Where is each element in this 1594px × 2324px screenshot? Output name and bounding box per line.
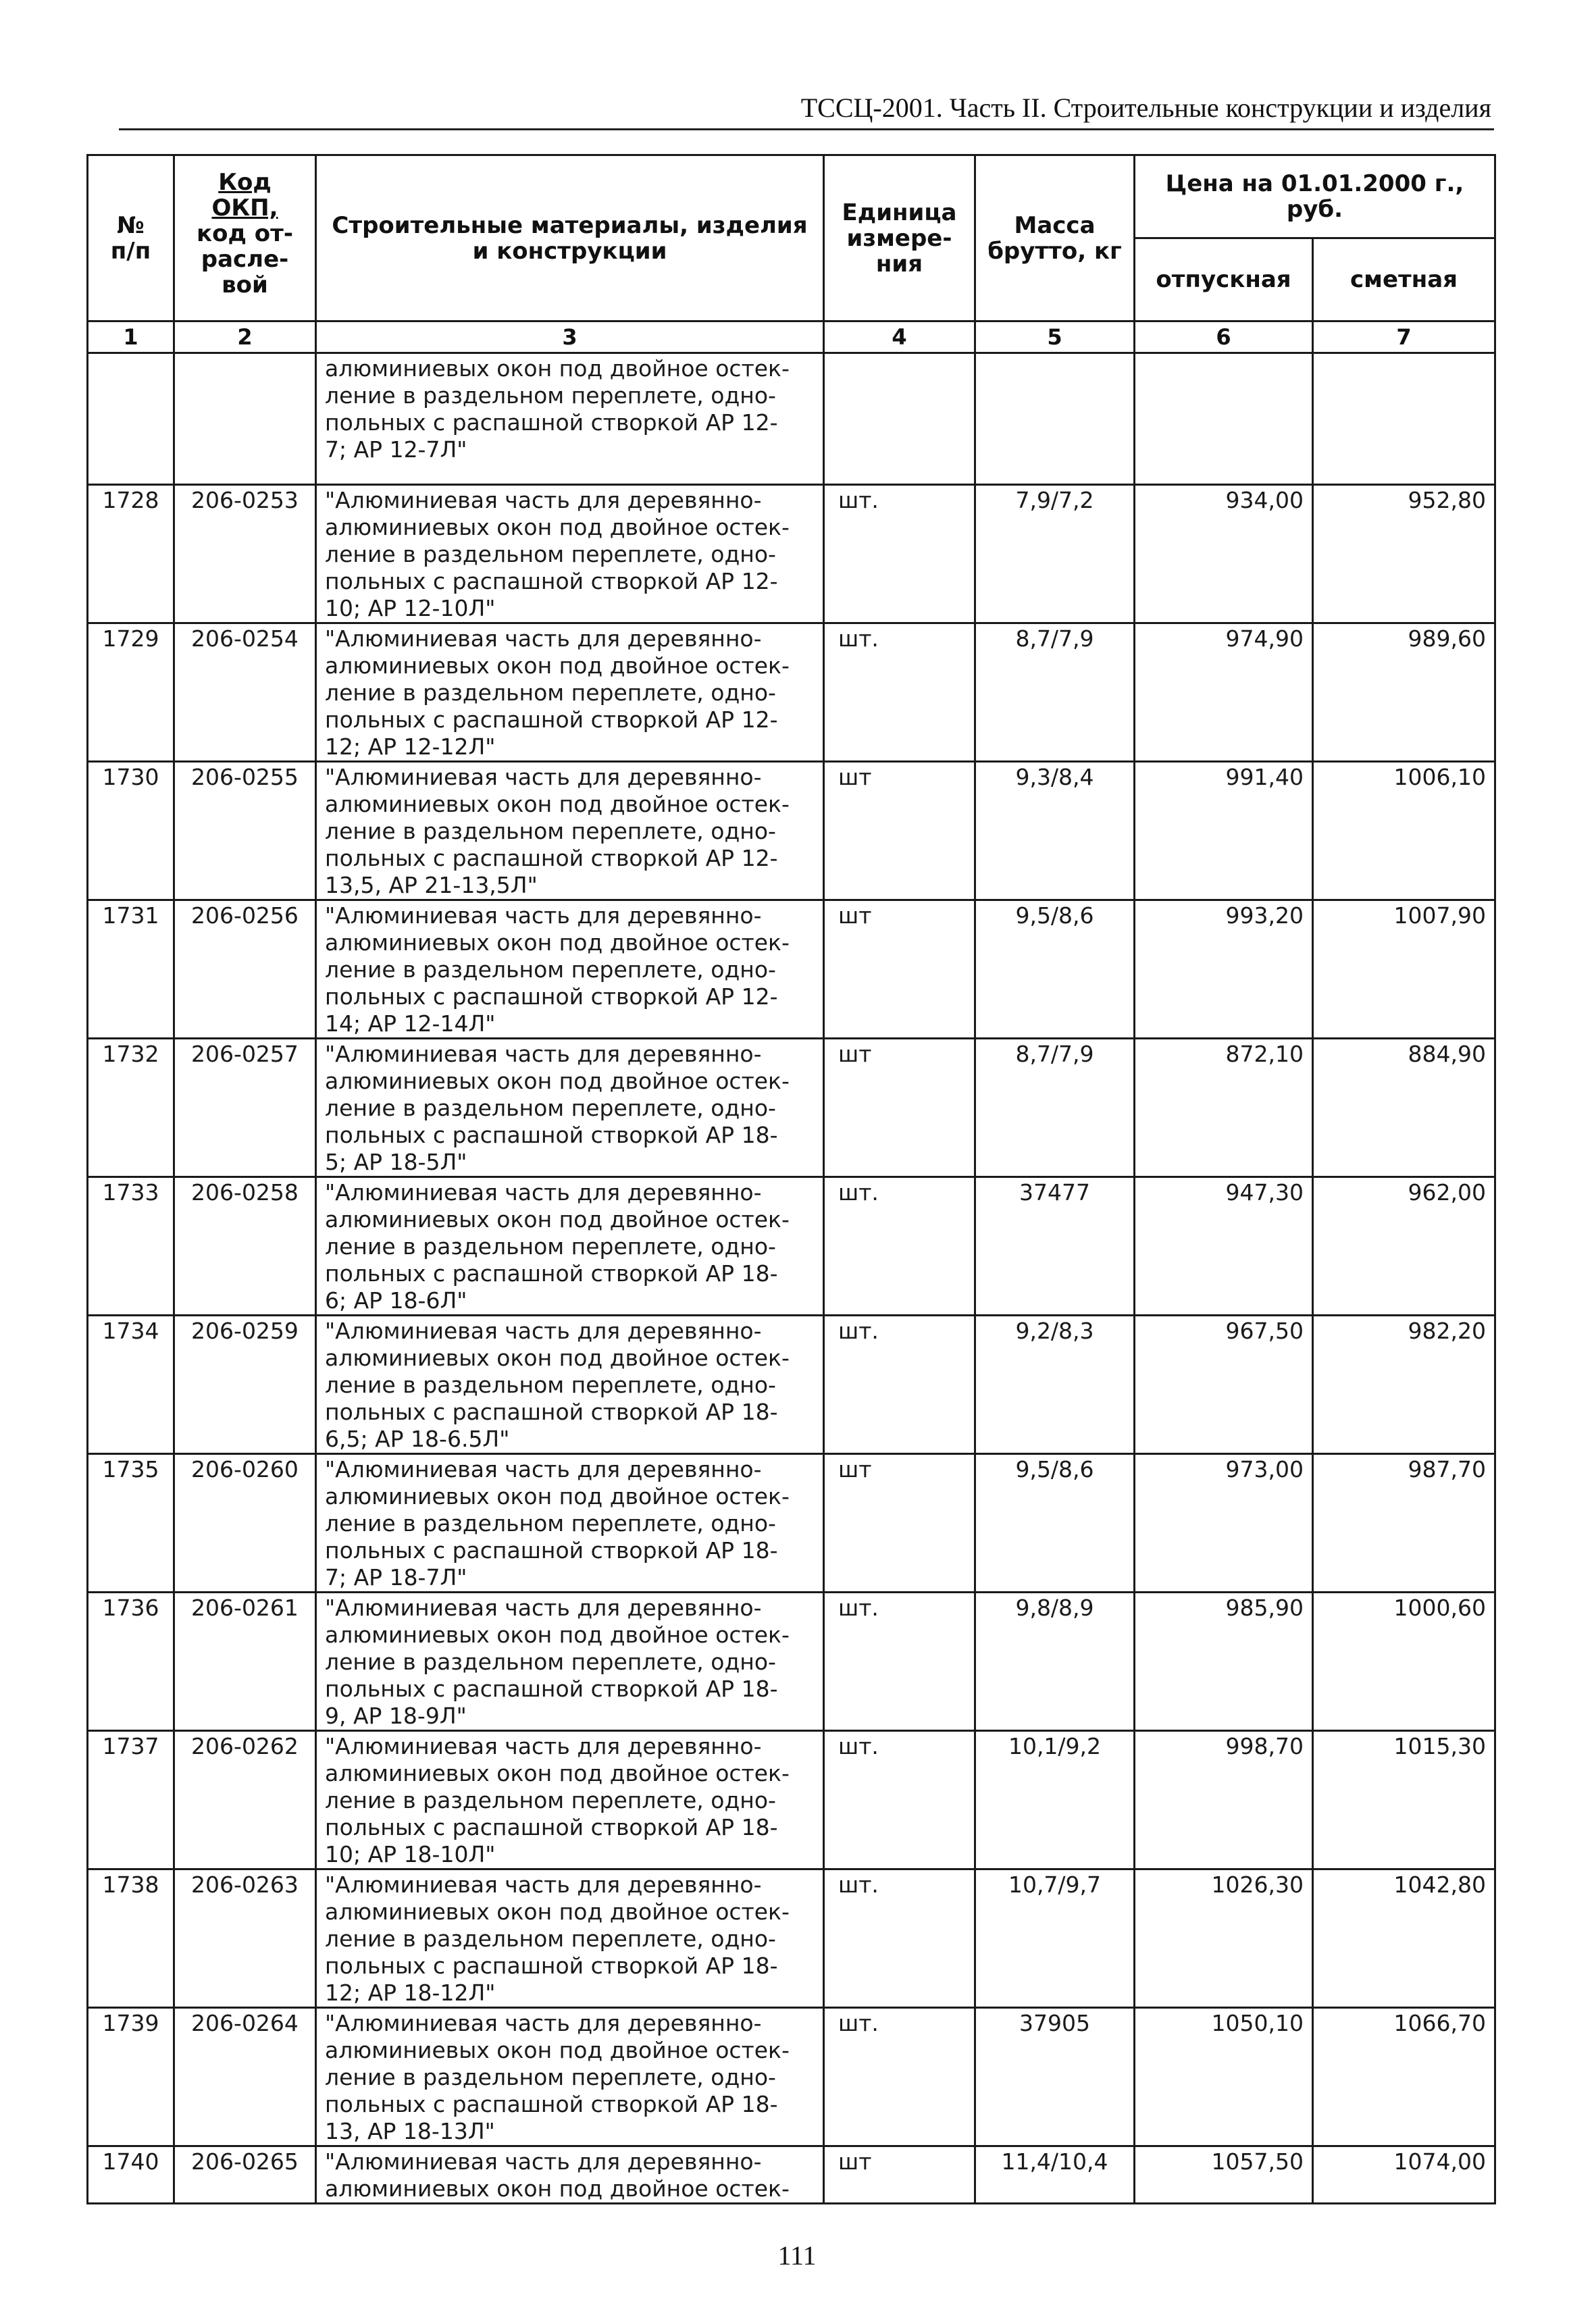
header-okp-code-label: Код ОКП,	[211, 169, 278, 222]
cell-description: алюминиевых окон под двойное остек- ление в раздельном переплете, одно- польных с распашной створкой АР 12- 7; АР 12-7Л"	[316, 353, 824, 485]
cell-code: 206-0258	[174, 1177, 316, 1316]
continuation-row	[88, 353, 1495, 485]
cell-code: 206-0257	[174, 1039, 316, 1177]
column-number: 2	[174, 321, 316, 353]
header-num: № п/п	[88, 155, 174, 321]
cell-unit: шт.	[824, 1177, 975, 1316]
cell-mass: 9,5/8,6	[975, 1454, 1135, 1593]
table-row	[88, 900, 1495, 1039]
cell-description: "Алюминиевая часть для деревянно- алюминиевых окон под двойное остек- ление в раздельном переплете, одно- польных с распашной створкой АР 18- 6,5; АР 18-6.5Л"	[316, 1316, 824, 1454]
cell-price-release: 998,70	[1135, 1731, 1313, 1869]
column-number: 6	[1135, 321, 1313, 353]
cell-mass: 7,9/7,2	[975, 485, 1135, 623]
cell-num: 1735	[88, 1454, 174, 1593]
header-price-estimate: сметная	[1313, 238, 1495, 321]
table-row	[88, 1039, 1495, 1177]
cell-num: 1732	[88, 1039, 174, 1177]
cell-mass: 9,5/8,6	[975, 900, 1135, 1039]
header-price-group: Цена на 01.01.2000 г., руб.	[1135, 155, 1495, 238]
table-row	[88, 2008, 1495, 2146]
cell-price-estimate: 1006,10	[1313, 762, 1495, 900]
cell-code: 206-0261	[174, 1593, 316, 1731]
cell-code: 206-0262	[174, 1731, 316, 1869]
cell-description: "Алюминиевая часть для деревянно- алюминиевых окон под двойное остек- ление в раздельном переплете, одно- польных с распашной створкой АР 12- 14; АР 12-14Л"	[316, 900, 824, 1039]
cell-num	[88, 353, 174, 485]
column-number-row	[88, 321, 1495, 353]
cell-price-estimate	[1313, 353, 1495, 485]
cell-mass: 37477	[975, 1177, 1135, 1316]
cell-mass: 10,1/9,2	[975, 1731, 1135, 1869]
cell-description: "Алюминиевая часть для деревянно- алюминиевых окон под двойное остек- ление в раздельном переплете, одно- польных с распашной створкой АР 18- 6; АР 18-6Л"	[316, 1177, 824, 1316]
cell-num: 1730	[88, 762, 174, 900]
cell-code: 206-0253	[174, 485, 316, 623]
table-row	[88, 1316, 1495, 1454]
cell-price-estimate: 1007,90	[1313, 900, 1495, 1039]
cell-description: "Алюминиевая часть для деревянно- алюминиевых окон под двойное остек- ление в раздельном переплете, одно- польных с распашной створкой АР 18- 5; АР 18-5Л"	[316, 1039, 824, 1177]
cell-unit: шт	[824, 1039, 975, 1177]
table-row	[88, 485, 1495, 623]
cell-description: "Алюминиевая часть для деревянно- алюминиевых окон под двойное остек- ление в раздельном переплете, одно- польных с распашной створкой АР 18- 13, АР 18-13Л"	[316, 2008, 824, 2146]
cell-price-release: 872,10	[1135, 1039, 1313, 1177]
cell-description: "Алюминиевая часть для деревянно- алюминиевых окон под двойное остек- ление в раздельном переплете, одно- польных с распашной створкой АР 18- 10; АР 18-10Л"	[316, 1731, 824, 1869]
cell-unit	[824, 353, 975, 485]
cell-num: 1736	[88, 1593, 174, 1731]
cell-description: "Алюминиевая часть для деревянно- алюминиевых окон под двойное остек- ление в раздельном переплете, одно- польных с распашной створкой АР 12- 13,5, АР 21-13,5Л"	[316, 762, 824, 900]
cell-num: 1738	[88, 1869, 174, 2008]
cell-price-release: 934,00	[1135, 485, 1313, 623]
cell-unit: шт	[824, 1454, 975, 1593]
cell-unit: шт.	[824, 1593, 975, 1731]
cell-mass: 9,8/8,9	[975, 1593, 1135, 1731]
cell-num: 1729	[88, 623, 174, 762]
cell-price-estimate: 982,20	[1313, 1316, 1495, 1454]
cell-unit: шт	[824, 762, 975, 900]
column-number: 1	[88, 321, 174, 353]
price-table	[86, 154, 1496, 2204]
column-number: 3	[316, 321, 824, 353]
cell-price-estimate: 1066,70	[1313, 2008, 1495, 2146]
cell-unit: шт.	[824, 2008, 975, 2146]
cell-unit: шт.	[824, 1316, 975, 1454]
cell-price-release: 991,40	[1135, 762, 1313, 900]
table-row	[88, 1869, 1495, 2008]
table-row	[88, 623, 1495, 762]
page-number: 111	[777, 2240, 817, 2271]
cell-code: 206-0256	[174, 900, 316, 1039]
header-unit: Единица измере- ния	[824, 155, 975, 321]
cell-mass: 9,2/8,3	[975, 1316, 1135, 1454]
cell-code: 206-0263	[174, 1869, 316, 2008]
cell-num: 1739	[88, 2008, 174, 2146]
cell-unit: шт.	[824, 623, 975, 762]
cell-price-release: 974,90	[1135, 623, 1313, 762]
table-row	[88, 1177, 1495, 1316]
table-row	[88, 1593, 1495, 1731]
cell-mass	[975, 353, 1135, 485]
cell-price-release	[1135, 353, 1313, 485]
table-header	[88, 155, 1495, 353]
cell-code: 206-0254	[174, 623, 316, 762]
header-okp-code	[174, 155, 316, 321]
cell-code: 206-0265	[174, 2146, 316, 2204]
cell-description: "Алюминиевая часть для деревянно- алюминиевых окон под двойное остек- ление в раздельном переплете, одно- польных с распашной створкой АР 12- 12; АР 12-12Л"	[316, 623, 824, 762]
cell-unit: шт.	[824, 1869, 975, 2008]
running-header: ТССЦ-2001. Часть II. Строительные конструкции и изделия	[800, 93, 1491, 123]
cell-unit: шт	[824, 2146, 975, 2204]
cell-price-estimate: 989,60	[1313, 623, 1495, 762]
cell-num: 1740	[88, 2146, 174, 2204]
table-row	[88, 1731, 1495, 1869]
cell-code: 206-0255	[174, 762, 316, 900]
header-materials: Строительные материалы, изделия и конструкции	[316, 155, 824, 321]
cell-price-release: 1050,10	[1135, 2008, 1313, 2146]
cell-price-estimate: 962,00	[1313, 1177, 1495, 1316]
cell-mass: 8,7/7,9	[975, 623, 1135, 762]
cell-mass: 37905	[975, 2008, 1135, 2146]
header-rule	[119, 128, 1494, 130]
cell-price-estimate: 1042,80	[1313, 1869, 1495, 2008]
cell-mass: 10,7/9,7	[975, 1869, 1135, 2008]
column-number: 4	[824, 321, 975, 353]
cell-price-release: 1057,50	[1135, 2146, 1313, 2204]
cell-num: 1728	[88, 485, 174, 623]
cell-mass: 8,7/7,9	[975, 1039, 1135, 1177]
cell-code	[174, 353, 316, 485]
cell-price-estimate: 1015,30	[1313, 1731, 1495, 1869]
cell-price-estimate: 884,90	[1313, 1039, 1495, 1177]
cell-price-estimate: 1000,60	[1313, 1593, 1495, 1731]
cell-code: 206-0260	[174, 1454, 316, 1593]
header-okp-subcode-label: код от- расле- вой	[197, 220, 293, 299]
cell-description: "Алюминиевая часть для деревянно- алюминиевых окон под двойное остек- ление в раздельном переплете, одно- польных с распашной створкой АР 18- 9, АР 18-9Л"	[316, 1593, 824, 1731]
cell-description: "Алюминиевая часть для деревянно- алюминиевых окон под двойное остек- ление в раздельном переплете, одно- польных с распашной створкой АР 12- 10; АР 12-10Л"	[316, 485, 824, 623]
cell-code: 206-0264	[174, 2008, 316, 2146]
table-row	[88, 762, 1495, 900]
cell-num: 1733	[88, 1177, 174, 1316]
cell-code: 206-0259	[174, 1316, 316, 1454]
cell-num: 1731	[88, 900, 174, 1039]
cell-price-release: 947,30	[1135, 1177, 1313, 1316]
column-number: 7	[1313, 321, 1495, 353]
cell-description: "Алюминиевая часть для деревянно- алюминиевых окон под двойное остек- ление в раздельном переплете, одно- польных с распашной створкой АР 18- 7; АР 18-7Л"	[316, 1454, 824, 1593]
cell-unit: шт	[824, 900, 975, 1039]
cell-price-release: 1026,30	[1135, 1869, 1313, 2008]
cell-description: "Алюминиевая часть для деревянно- алюминиевых окон под двойное остек-	[316, 2146, 824, 2204]
cell-price-release: 985,90	[1135, 1593, 1313, 1731]
cell-price-estimate: 952,80	[1313, 485, 1495, 623]
cell-num: 1737	[88, 1731, 174, 1869]
cell-price-estimate: 987,70	[1313, 1454, 1495, 1593]
cell-num: 1734	[88, 1316, 174, 1454]
cell-unit: шт.	[824, 1731, 975, 1869]
header-mass: Масса брутто, кг	[975, 155, 1135, 321]
header-price-release: отпускная	[1135, 238, 1313, 321]
table-row	[88, 1454, 1495, 1593]
cell-unit: шт.	[824, 485, 975, 623]
table-row	[88, 2146, 1495, 2204]
cell-price-estimate: 1074,00	[1313, 2146, 1495, 2204]
cell-mass: 11,4/10,4	[975, 2146, 1135, 2204]
table-body	[88, 353, 1495, 2204]
cell-price-release: 967,50	[1135, 1316, 1313, 1454]
column-number: 5	[975, 321, 1135, 353]
cell-price-release: 973,00	[1135, 1454, 1313, 1593]
cell-price-release: 993,20	[1135, 900, 1313, 1039]
cell-description: "Алюминиевая часть для деревянно- алюминиевых окон под двойное остек- ление в раздельном переплете, одно- польных с распашной створкой АР 18- 12; АР 18-12Л"	[316, 1869, 824, 2008]
cell-mass: 9,3/8,4	[975, 762, 1135, 900]
